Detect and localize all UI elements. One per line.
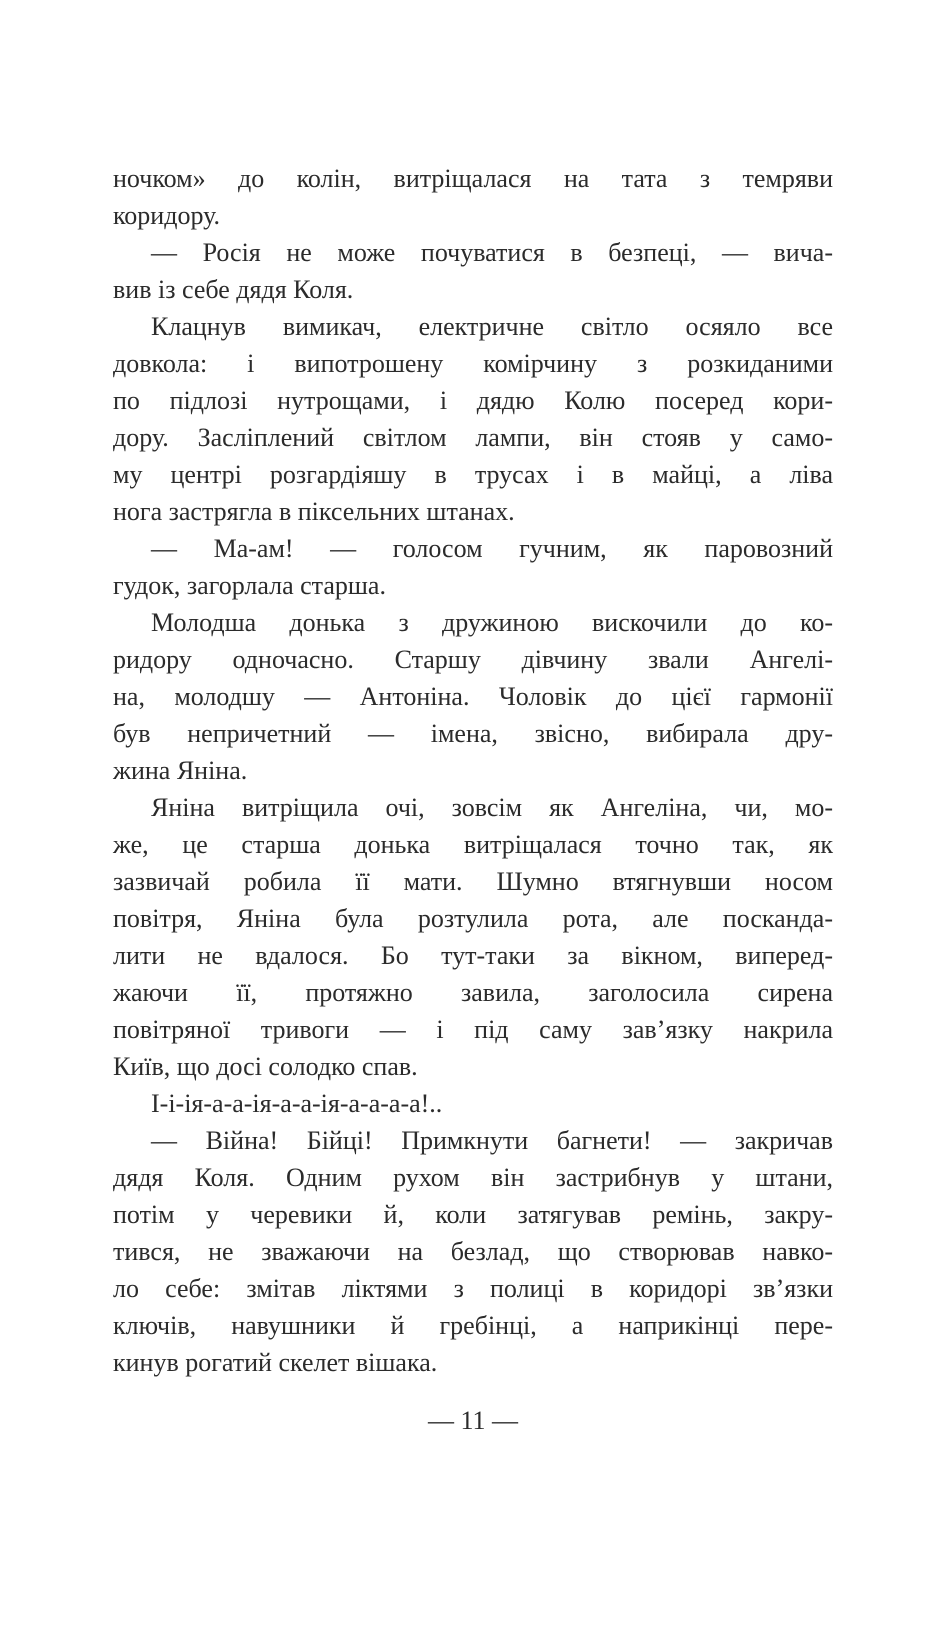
paragraph bbox=[113, 530, 833, 604]
text-line: гудок, загорлала старша. bbox=[113, 571, 386, 600]
text-line: повітря, Яніна була розтулила рота, але посканда- bbox=[113, 904, 833, 933]
paragraph bbox=[113, 234, 833, 308]
paragraph bbox=[113, 789, 833, 1085]
text-line: — Росія не може почуватися в безпеці, — вича- bbox=[151, 238, 833, 267]
text-line: жина Яніна. bbox=[113, 756, 248, 785]
paragraph bbox=[113, 1085, 833, 1122]
text-line: — Війна! Бійці! Примкнути багнети! — закричав bbox=[151, 1126, 833, 1155]
text-line: зазвичай робила її мати. Шумно втягнувши носом bbox=[113, 867, 833, 896]
text-line: Київ, що досі солодко спав. bbox=[113, 1052, 418, 1081]
text-line: по підлозі нутрощами, і дядю Колю посеред кори- bbox=[113, 386, 833, 415]
text-line: жаючи її, протяжно завила, заголосила сирена bbox=[113, 978, 833, 1007]
text-line: Клацнув вимикач, електричне світло осяяло все bbox=[151, 312, 833, 341]
text-line: нога застрягла в піксельних штанах. bbox=[113, 497, 515, 526]
page-number: — 11 — bbox=[427, 1406, 519, 1435]
text-block bbox=[113, 160, 833, 1381]
text-line: дядя Коля. Одним рухом він застрибнув у штани, bbox=[113, 1163, 833, 1192]
text-line: коридору. bbox=[113, 201, 221, 230]
text-line: ло себе: змітав ліктями з полиці в коридорі зв’язки bbox=[113, 1274, 833, 1303]
text-line: — Ма-ам! — голосом гучним, як паровозний bbox=[151, 534, 833, 563]
text-line: кинув рогатий скелет вішака. bbox=[113, 1348, 438, 1377]
text-line: ридору одночасно. Старшу дівчину звали Ангелі- bbox=[113, 645, 833, 674]
text-line: на, молодшу — Антоніна. Чоловік до цієї гармонії bbox=[113, 682, 833, 711]
paragraph bbox=[113, 604, 833, 789]
text-line: ключів, навушники й гребінці, а наприкінці пере- bbox=[113, 1311, 833, 1340]
text-line: лити не вдалося. Бо тут-таки за вікном, виперед- bbox=[113, 941, 833, 970]
text-line: ночком» до колін, витріщалася на тата з темряви bbox=[113, 164, 833, 193]
text-line: Яніна витріщила очі, зовсім як Ангеліна, чи, мо- bbox=[151, 793, 833, 822]
paragraph bbox=[113, 1122, 833, 1381]
text-line: дору. Засліплений світлом лампи, він стояв у само- bbox=[113, 423, 833, 452]
text-line: вив із себе дядя Коля. bbox=[113, 275, 354, 304]
text-line: І-і-ія-а-а-ія-а-а-ія-а-а-а-а!.. bbox=[151, 1089, 443, 1118]
paragraph bbox=[113, 308, 833, 530]
text-line: повітряної тривоги — і під саму зав’язку накрила bbox=[113, 1015, 833, 1044]
paragraph bbox=[113, 160, 833, 234]
text-line: тився, не зважаючи на безлад, що створював навко- bbox=[113, 1237, 833, 1266]
text-line: потім у черевики й, коли затягував ремінь, закру- bbox=[113, 1200, 833, 1229]
text-line: був непричетний — імена, звісно, вибирала дру- bbox=[113, 719, 833, 748]
text-line: му центрі розгардіяшу в трусах і в майці, а ліва bbox=[113, 460, 833, 489]
text-line: же, це старша донька витріщалася точно так, як bbox=[113, 830, 833, 859]
text-line: довкола: і випотрошену комірчину з розкиданими bbox=[113, 349, 833, 378]
text-line: Молодша донька з дружиною вискочили до ко- bbox=[151, 608, 833, 637]
